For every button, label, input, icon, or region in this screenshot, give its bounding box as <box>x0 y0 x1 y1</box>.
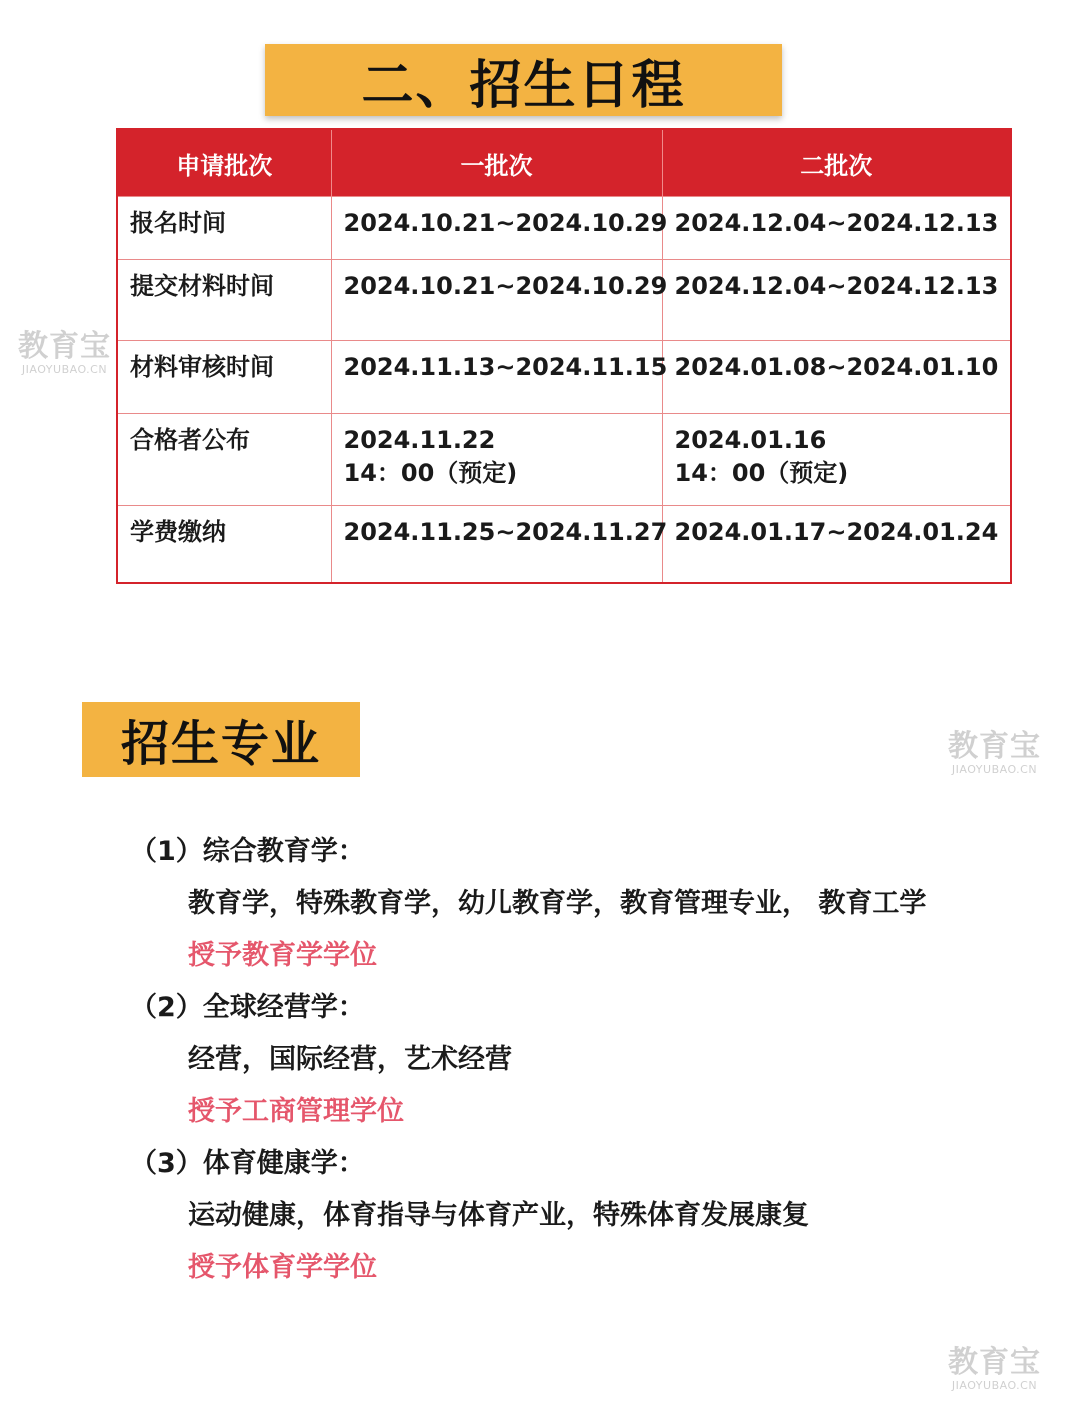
header-first-batch: 一批次 <box>331 129 662 197</box>
major-degree: 授予工商管理学位 <box>188 1096 404 1127</box>
second-batch-cell: 2024.01.17~2024.01.24 <box>662 506 1011 584</box>
second-batch-cell: 2024.01.16 14：00（预定) <box>662 414 1011 506</box>
first-batch-cell: 2024.11.22 14：00（预定) <box>331 414 662 506</box>
major-item <box>130 828 1030 984</box>
row-label: 提交材料时间 <box>117 260 331 341</box>
table-row <box>117 341 1011 414</box>
watermark-logo: 教育宝 JIAOYUBAO.CN <box>18 329 111 376</box>
watermark-logo: 教育宝 JIAOYUBAO.CN <box>948 1345 1041 1392</box>
first-batch-cell: 2024.10.21~2024.10.29 <box>331 197 662 260</box>
major-fields: 运动健康，体育指导与体育产业，特殊体育发展康复 <box>188 1200 809 1231</box>
second-batch-cell: 2024.12.04~2024.12.13 <box>662 197 1011 260</box>
major-fields: 教育学，特殊教育学，幼儿教育学，教育管理专业， 教育工学 <box>188 888 927 919</box>
first-batch-cell: 2024.11.25~2024.11.27 <box>331 506 662 584</box>
major-degree: 授予教育学学位 <box>188 940 377 971</box>
major-title: （3）体育健康学： <box>130 1148 365 1179</box>
second-batch-cell: 2024.01.08~2024.01.10 <box>662 341 1011 414</box>
row-label: 报名时间 <box>117 197 331 260</box>
header-second-batch: 二批次 <box>662 129 1011 197</box>
majors-title: 招生专业 <box>82 702 360 777</box>
header-batch: 申请批次 <box>117 129 331 197</box>
table-header-row <box>117 129 1011 197</box>
watermark-logo: 教育宝 JIAOYUBAO.CN <box>948 729 1041 776</box>
schedule-table <box>116 128 1012 584</box>
major-fields: 经营，国际经营，艺术经营 <box>188 1044 512 1075</box>
table-row <box>117 506 1011 584</box>
table-row <box>117 414 1011 506</box>
row-label: 合格者公布 <box>117 414 331 506</box>
row-label: 学费缴纳 <box>117 506 331 584</box>
major-title: （1）综合教育学： <box>130 836 365 867</box>
major-item <box>130 984 1030 1140</box>
table-row <box>117 197 1011 260</box>
table-row <box>117 260 1011 341</box>
schedule-title: 二、招生日程 <box>265 44 782 116</box>
majors-list <box>130 828 1030 1296</box>
major-item <box>130 1140 1030 1296</box>
row-label: 材料审核时间 <box>117 341 331 414</box>
first-batch-cell: 2024.10.21~2024.10.29 <box>331 260 662 341</box>
first-batch-cell: 2024.11.13~2024.11.15 <box>331 341 662 414</box>
major-title: （2）全球经营学： <box>130 992 365 1023</box>
major-degree: 授予体育学学位 <box>188 1252 377 1283</box>
second-batch-cell: 2024.12.04~2024.12.13 <box>662 260 1011 341</box>
